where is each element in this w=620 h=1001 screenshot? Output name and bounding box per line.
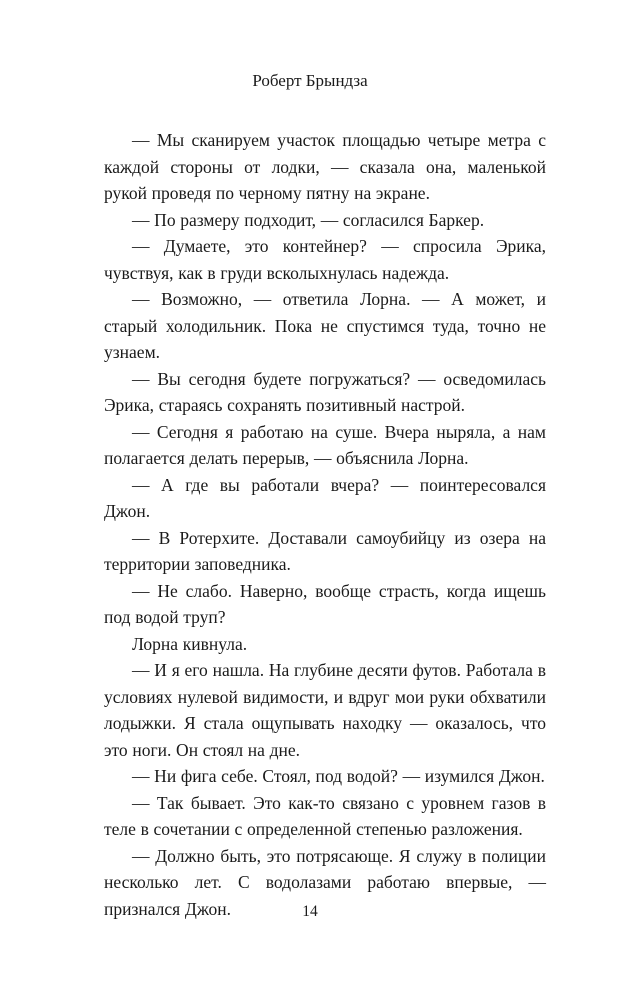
- paragraph: — А где вы работали вчера? — поинтересовался Джон.: [104, 474, 546, 521]
- text-block: [104, 127, 546, 922]
- paragraph: — В Ротерхите. Доставали самоубийцу из озера на территории заповедника.: [104, 527, 546, 574]
- running-head: Роберт Брындза: [252, 71, 368, 90]
- paragraph: — Сегодня я работаю на суше. Вчера ныряла, а нам полагается делать перерыв, — объяснила Лорна.: [104, 421, 546, 468]
- paragraph: — Так бывает. Это как-то связано с уровнем газов в теле в сочетании с определенной степенью разложения.: [104, 792, 546, 839]
- page-number: 14: [302, 903, 318, 920]
- paragraph: Лорна кивнула.: [132, 633, 248, 654]
- paragraph: — Мы сканируем участок площадью четыре метра с каждой стороны от лодки, — сказала она, маленькой рукой проведя по черному пятну на экране.: [104, 130, 546, 203]
- paragraph: — Думаете, это контейнер? — спросила Эрика, чувствуя, как в груди всколыхнулась надежда.: [104, 236, 546, 283]
- paragraph: — Возможно, — ответила Лорна. — А может, и старый холодильник. Пока не спустимся туда, точно не узнаем.: [104, 289, 546, 362]
- paragraph: — Должно быть, это потрясающе. Я служу в полиции несколько лет. С водолазами работаю впервые, — признался Джон.: [104, 845, 546, 919]
- paragraph: — И я его нашла. На глубине десяти футов. Работала в условиях нулевой видимости, и вдруг мои руки обхватили лодыжки. Я стала ощупывать находку — оказалось, что это ноги. Он стоял на дне.: [104, 660, 546, 760]
- paragraph: — Не слабо. Наверно, вообще страсть, когда ищешь под водой труп?: [104, 580, 546, 627]
- paragraph: — Ни фига себе. Стоял, под водой? — изумился Джон.: [132, 766, 545, 786]
- paragraph: — По размеру подходит, — согласился Баркер.: [132, 209, 485, 230]
- paragraph: — Вы сегодня будете погружаться? — осведомилась Эрика, стараясь сохранять позитивный настрой.: [104, 368, 546, 415]
